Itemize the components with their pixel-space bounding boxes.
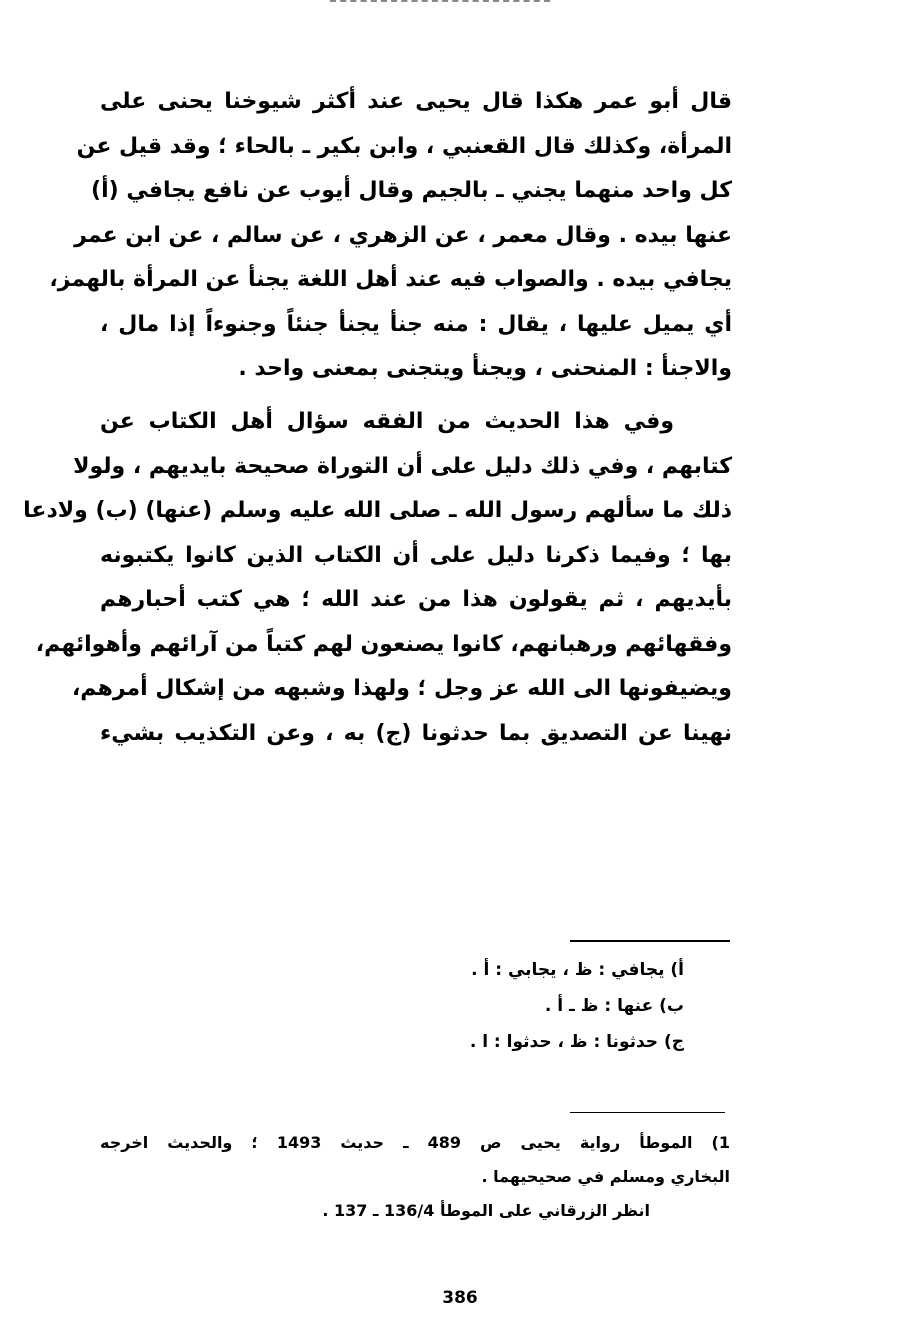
text-line: يجافي بيده . والصواب فيه عند أهل اللغة يجنأ عن المرأة بالهمز، (49, 267, 732, 292)
page-number: 386 (442, 1288, 478, 1308)
paragraph-1 (49, 80, 732, 392)
footnotes (100, 1126, 730, 1228)
text-line: كل واحد منهما يجني ـ بالجيم وقال أيوب عن نافع يجافي (أ) (91, 178, 732, 203)
text-line: قال أبو عمر هكذا قال يحيى عند أكثر شيوخنا يحنى على (100, 89, 732, 114)
manuscript-variants (344, 952, 684, 1060)
footnote-line: انظر الزرقاني على الموطأ 136/4 ـ 137 . (322, 1201, 650, 1220)
text-line: نهينا عن التصديق بما حدثونا (ج) به ، وعن التكذيب بشيء (100, 720, 732, 746)
text-line: المرأة، وكذلك قال القعنبي ، وابن بكير ـ بالحاء ؛ وقد قيل عن (76, 133, 732, 159)
footnotes-divider (570, 1112, 725, 1113)
text-line: وفقهائهم ورهبانهم، كانوا يصنعون لهم كتباً من آرائهم وأهوائهم، (35, 631, 732, 657)
footnote-line: 1) الموطأ رواية يحيى ص 489 ـ حديث 1493 ؛ والحديث اخرجه (100, 1133, 731, 1152)
text-line: ذلك ما سألهم رسول الله ـ صلى الله عليه وسلم (عنها) (ب) ولادعا (23, 498, 732, 523)
text-line: بها ؛ وفيما ذكرنا دليل على أن الكتاب الذين كانوا يكتبونه (100, 542, 732, 568)
text-line: عنها بيده . وقال معمر ، عن الزهري ، عن سالم ، عن ابن عمر (74, 222, 732, 248)
text-line: وفي هذا الحديث من الفقه سؤال أهل الكتاب عن (100, 409, 674, 434)
variant-note: أ) يجافي : ظ ، يجابي : أ . (471, 960, 684, 980)
text-line: ويضيفونها الى الله عز وجل ؛ ولهذا وشبهه من إشكال أمرهم، (71, 676, 732, 701)
text-line: كتابهم ، وفي ذلك دليل على أن التوراة صحيحة بايديهم ، ولولا (73, 453, 732, 479)
text-line: أي يميل عليها ، يقال : منه جنأ يجنأ جنئاً وجنوءاً إذا مال ، (100, 311, 732, 337)
text-line: بأيديهم ، ثم يقولون هذا من عند الله ؛ هي كتب أحبارهم (100, 587, 732, 612)
variants-divider (570, 940, 730, 942)
variant-note: ج) حدثونا : ظ ، حدثوا : ا . (469, 1032, 684, 1052)
text-line: والاجنأ : المنحنى ، ويجنأ ويتجنى بمعنى واحد . (238, 356, 732, 381)
paragraph-2 (23, 400, 732, 756)
variant-note: ب) عنها : ظ ـ أ . (544, 996, 684, 1016)
top-edge-marks (330, 0, 550, 8)
footnote-line: البخاري ومسلم في صحيحيهما . (481, 1167, 730, 1186)
